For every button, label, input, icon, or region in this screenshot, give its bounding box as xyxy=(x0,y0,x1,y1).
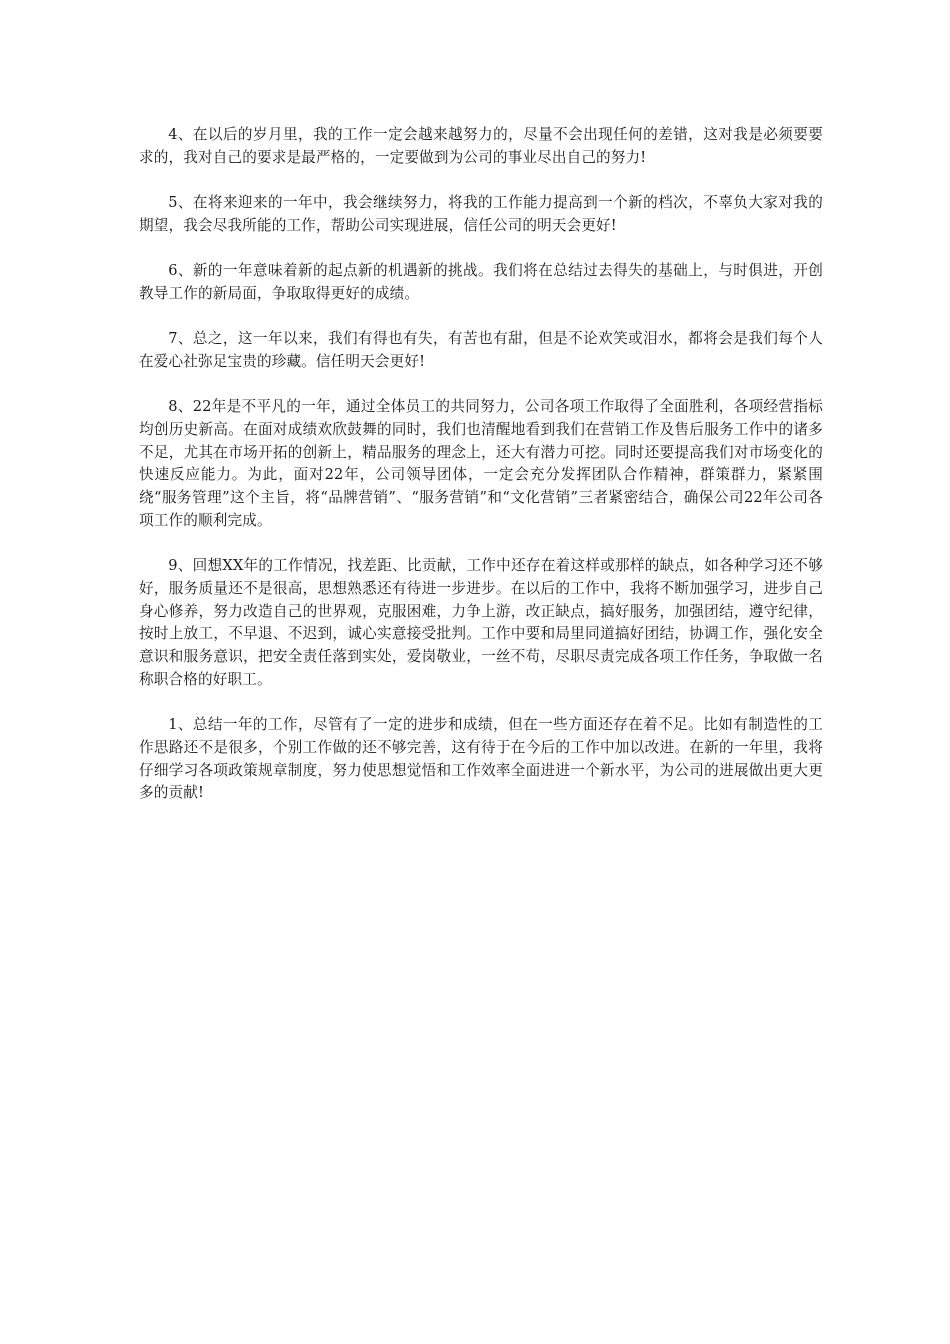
paragraph-item-7: 7、总之，这一年以来，我们有得也有失，有苦也有甜，但是不论欢笑或泪水，都将会是我们每个人在爱心社弥足宝贵的珍藏。信任明天会更好! xyxy=(139,330,823,370)
paragraph-item-1: 1、总结一年的工作，尽管有了一定的进步和成绩，但在一些方面还存在着不足。比如有制造性的工作思路还不是很多，个别工作做的还不够完善，这有待于在今后的工作中加以改进。在新的一年里，我将仔细学习各项政策规章制度，努力使思想觉悟和工作效率全面进进一个新水平，为公司的进展做出更大更多的贡献! xyxy=(139,716,823,802)
paragraph-item-5: 5、在将来迎来的一年中，我会继续努力，将我的工作能力提高到一个新的档次，不辜负大家对我的期望，我会尽我所能的工作，帮助公司实现进展，信任公司的明天会更好! xyxy=(139,194,823,234)
paragraph-item-4: 4、在以后的岁月里，我的工作一定会越来越努力的，尽量不会出现任何的差错，这对我是必须要要求的，我对自己的要求是最严格的，一定要做到为公司的事业尽出自己的努力! xyxy=(139,126,823,166)
paragraph-item-8: 8、22年是不平凡的一年，通过全体员工的共同努力，公司各项工作取得了全面胜利，各项经营指标均创历史新高。在面对成绩欢欣鼓舞的同时，我们也清醒地看到我们在营销工作及售后服务工作中的诸多不足，尤其在市场开拓的创新上，精品服务的理念上，还大有潜力可挖。同时还要提高我们对市场变化的快速反应能力。为此，面对22年，公司领导团体，一定会充分发挥团队合作精神，群策群力，紧紧围绕“服务管理”这个主旨，将“品牌营销”、“服务营销”和“文化营销”三者紧密结合，确保公司22年公司各项工作的顺利完成。 xyxy=(139,398,823,529)
paragraph-item-9: 9、回想XX年的工作情况，找差距、比贡献，工作中还存在着这样或那样的缺点，如各种学习还不够好，服务质量还不是很高，思想熟悉还有待进一步进步。在以后的工作中，我将不断加强学习，进步自己身心修养，努力改造自己的世界观，克服困难，力争上游，改正缺点，搞好服务，加强团结，遵守纪律，按时上放工，不早退、不迟到，诚心实意接受批判。工作中要和局里同道搞好团结，协调工作，强化安全意识和服务意识，把安全责任落到实处，爱岗敬业，一丝不苟，尽职尽责完成各项工作任务，争取做一名称职合格的好职工。 xyxy=(139,557,823,688)
paragraph-item-6: 6、新的一年意味着新的起点新的机遇新的挑战。我们将在总结过去得失的基础上，与时俱进，开创教导工作的新局面，争取取得更好的成绩。 xyxy=(139,262,823,302)
document-body xyxy=(139,124,823,828)
